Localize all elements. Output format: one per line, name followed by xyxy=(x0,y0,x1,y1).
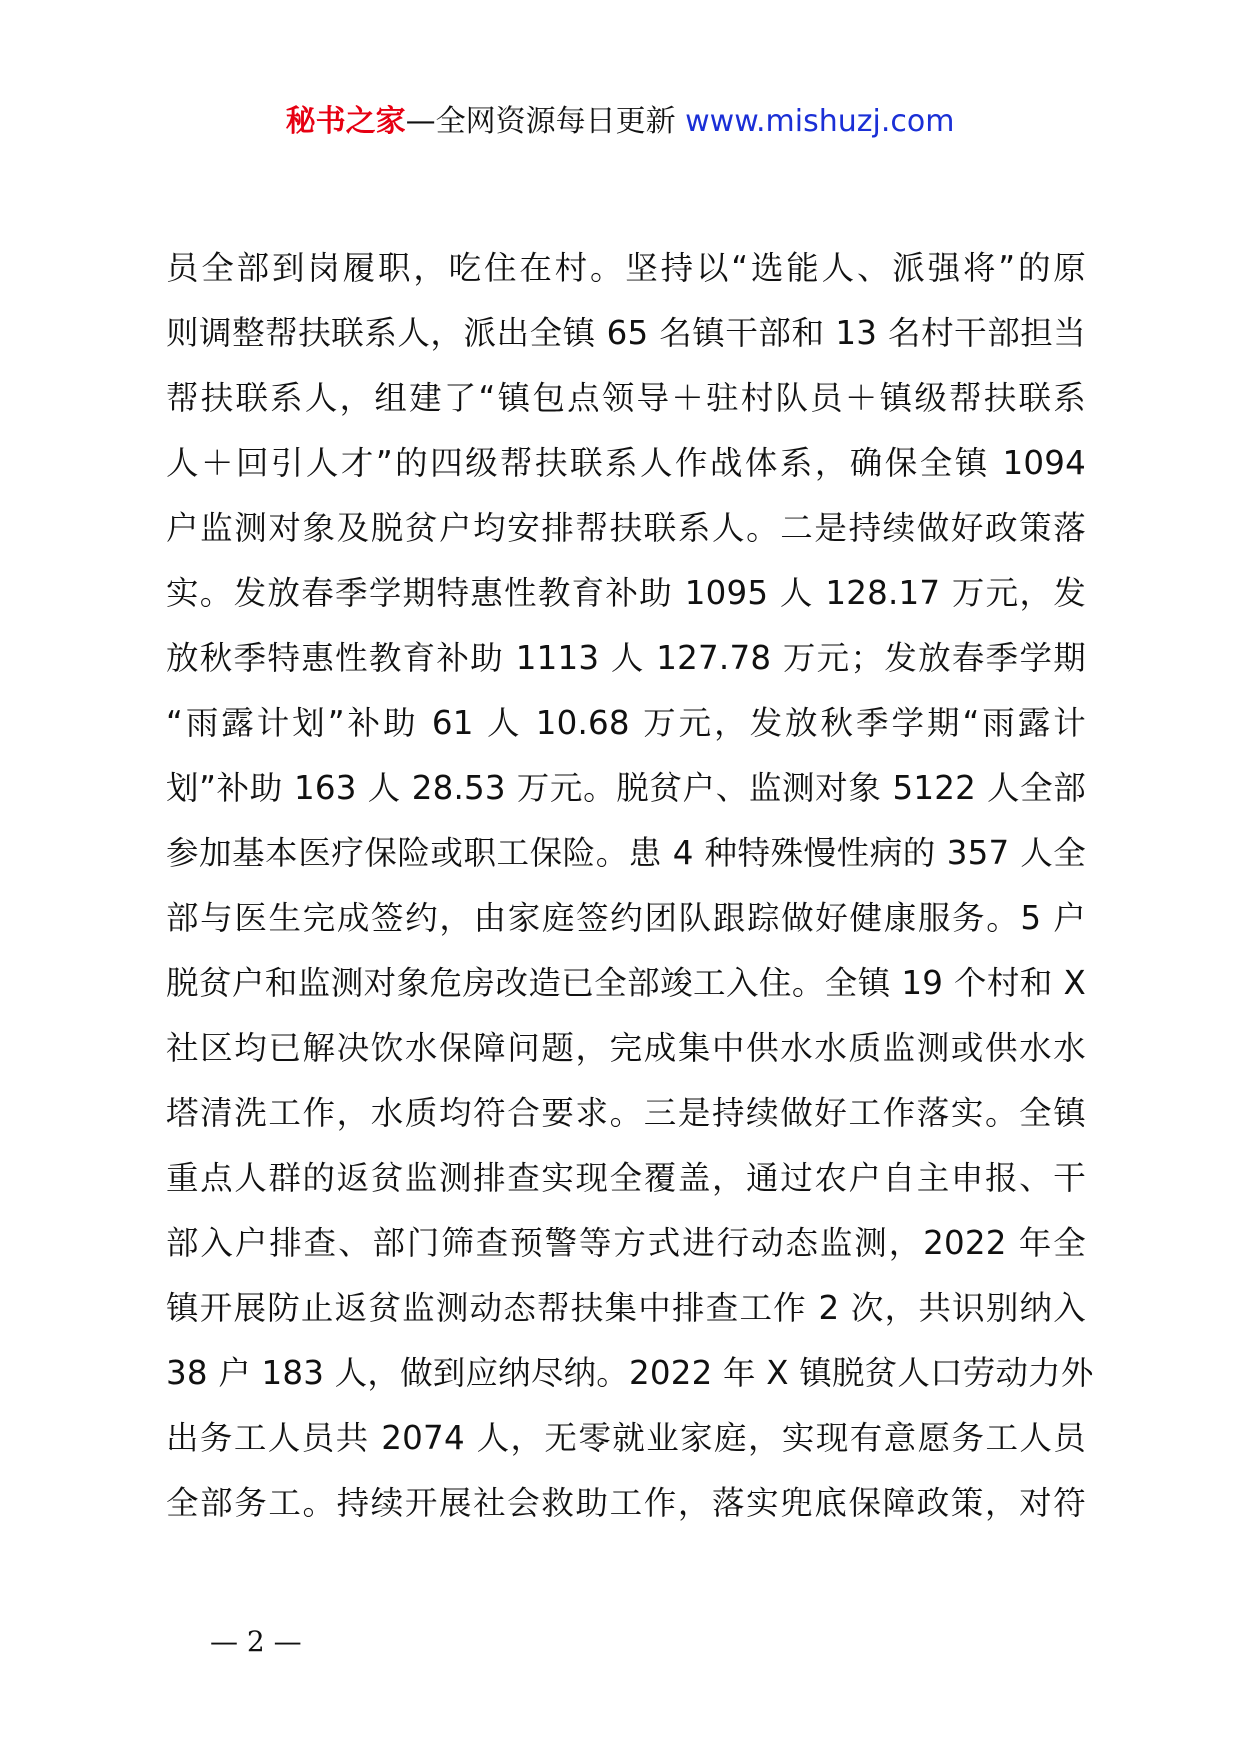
text-line: 部入户排查、部门筛查预警等方式进行动态监测，2022 年全 xyxy=(166,1224,1086,1262)
text-line: 则调整帮扶联系人，派出全镇 65 名镇干部和 13 名村干部担当 xyxy=(166,314,1086,352)
text-line: 重点人群的返贫监测排查实现全覆盖，通过农户自主申报、干 xyxy=(166,1159,1086,1197)
text-line: 镇开展防止返贫监测动态帮扶集中排查工作 2 次，共识别纳入 xyxy=(166,1289,1086,1327)
text-line: “雨露计划”补助 61 人 10.68 万元，发放秋季学期“雨露计 xyxy=(166,704,1086,742)
text-line: 实。发放春季学期特惠性教育补助 1095 人 128.17 万元，发 xyxy=(166,574,1086,612)
text-line: 社区均已解决饮水保障问题，完成集中供水水质监测或供水水 xyxy=(166,1029,1086,1067)
text-line: 人＋回引人才”的四级帮扶联系人作战体系，确保全镇 1094 xyxy=(166,444,1086,482)
text-line: 参加基本医疗保险或职工保险。患 4 种特殊慢性病的 357 人全 xyxy=(166,834,1086,872)
text-line: 38 户 183 人，做到应纳尽纳。2022 年 X 镇脱贫人口劳动力外 xyxy=(166,1354,1094,1392)
text-line: 放秋季特惠性教育补助 1113 人 127.78 万元；发放春季学期 xyxy=(166,639,1086,677)
document-body xyxy=(166,236,1094,1536)
site-url-link[interactable]: www.mishuzj.com xyxy=(685,104,955,139)
text-line: 部与医生完成签约，由家庭签约团队跟踪做好健康服务。5 户 xyxy=(166,899,1086,937)
text-line: 脱贫户和监测对象危房改造已全部竣工入住。全镇 19 个村和 X xyxy=(166,964,1086,1002)
text-line: 出务工人员共 2074 人，无零就业家庭，实现有意愿务工人员 xyxy=(166,1419,1086,1457)
text-line: 塔清洗工作，水质均符合要求。三是持续做好工作落实。全镇 xyxy=(166,1094,1086,1132)
page-header xyxy=(0,100,1240,144)
site-brand: 秘书之家 xyxy=(285,104,406,139)
text-line: 帮扶联系人，组建了“镇包点领导＋驻村队员＋镇级帮扶联系 xyxy=(166,379,1086,417)
text-line: 户监测对象及脱贫户均安排帮扶联系人。二是持续做好政策落 xyxy=(166,509,1086,547)
text-line: 划”补助 163 人 28.53 万元。脱贫户、监测对象 5122 人全部 xyxy=(166,769,1086,807)
text-line: 员全部到岗履职，吃住在村。坚持以“选能人、派强将”的原 xyxy=(166,249,1086,287)
text-line: 全部务工。持续开展社会救助工作，落实兜底保障政策，对符 xyxy=(166,1484,1086,1522)
page-number: — 2 — xyxy=(210,1625,302,1658)
site-tagline: —全网资源每日更新 xyxy=(405,104,676,139)
